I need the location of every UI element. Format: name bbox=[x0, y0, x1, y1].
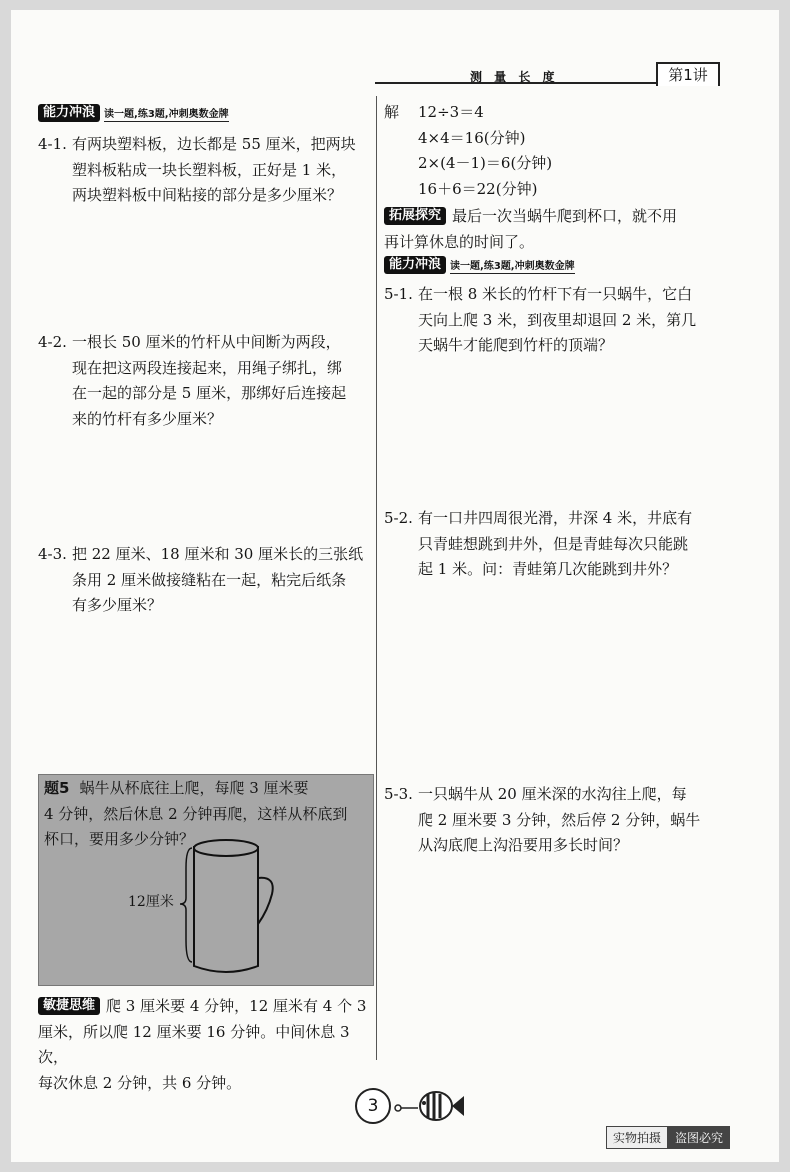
question-4-2 bbox=[72, 330, 346, 432]
right-practice-banner bbox=[384, 256, 575, 274]
question-5-1-number: 5-1. bbox=[384, 285, 413, 303]
stamp-right: 盗图必究 bbox=[668, 1126, 730, 1149]
question-line: 把 22 厘米、18 厘米和 30 厘米长的三张纸 bbox=[72, 545, 364, 563]
lecture-label: 第1讲 bbox=[656, 62, 720, 86]
question-5-2-number: 5-2. bbox=[384, 509, 413, 527]
question-4-2-number: 4-2. bbox=[38, 333, 67, 351]
solution-steps bbox=[418, 100, 552, 202]
question-line: 在一根 8 米长的竹杆下有一只蜗牛，它白 bbox=[418, 285, 693, 303]
question-line: 来的竹杆有多少厘米？ bbox=[72, 409, 223, 428]
question-line: 两块塑料板中间粘接的部分是多少厘米？ bbox=[72, 186, 343, 204]
solution-line: 12÷3＝4 bbox=[418, 103, 484, 121]
header-title: 测 量 长 度 bbox=[470, 70, 559, 84]
explore-tag: 拓展探究 bbox=[384, 207, 446, 225]
question-line: 爬 2 厘米要 3 分钟，然后停 2 分钟，蜗牛 bbox=[418, 810, 701, 829]
question-line: 有多少厘米？ bbox=[72, 596, 163, 614]
question-4-3-number: 4-3. bbox=[38, 545, 67, 563]
question-line: 起 1 米。问：青蛙第几次能跳到井外？ bbox=[418, 560, 678, 578]
think-line: 厘米，所以爬 12 厘米要 16 分钟。中间休息 3 次， bbox=[38, 1022, 350, 1066]
question-4-3 bbox=[72, 542, 363, 619]
question-line: 蜗牛从杯底往上爬，每爬 3 厘米要 bbox=[79, 779, 309, 797]
question-line: 现在把这两段连接起来，用绳子绑扎，绑 bbox=[72, 358, 343, 377]
cup-body bbox=[194, 846, 258, 972]
question-4-1 bbox=[72, 132, 356, 209]
cup-height-label: 12厘米 bbox=[128, 894, 174, 910]
question-line: 天蜗牛才能爬到竹杆的顶端？ bbox=[418, 336, 614, 354]
height-brace bbox=[180, 848, 192, 962]
column-divider bbox=[376, 96, 377, 1060]
question-line: 杯口，要用多少分钟？ bbox=[44, 830, 195, 848]
explore-section bbox=[384, 204, 724, 255]
footer-stamp bbox=[606, 1126, 730, 1149]
solution-line: 2×(4－1)＝6(分钟) bbox=[418, 154, 553, 172]
question-line: 在一起的部分是 5 厘米，那绑好后连接起 bbox=[72, 384, 347, 402]
explore-line: 最后一次当蜗牛爬到杯口，就不用 bbox=[452, 207, 678, 225]
solution-line: 4×4＝16(分钟) bbox=[418, 128, 526, 147]
question-5-3-number: 5-3. bbox=[384, 785, 413, 803]
solution-label: 解 bbox=[384, 103, 400, 121]
left-practice-banner bbox=[38, 104, 229, 122]
think-section bbox=[38, 994, 372, 1096]
question-4-1-number: 4-1. bbox=[38, 135, 67, 153]
think-line: 爬 3 厘米要 4 分钟，12 厘米有 4 个 3 bbox=[106, 997, 367, 1015]
question-5-1 bbox=[418, 282, 696, 359]
banner-tag: 能力冲浪 bbox=[38, 104, 100, 122]
page-number: 3 bbox=[355, 1088, 391, 1124]
question-line: 只青蛙想跳到井外，但是青蛙每次只能跳 bbox=[418, 534, 689, 553]
question-5-2 bbox=[418, 506, 692, 583]
question-line: 天向上爬 3 米，到夜里却退回 2 米，第几 bbox=[418, 310, 697, 329]
question-line: 4 分钟，然后休息 2 分钟再爬，这样从杯底到 bbox=[44, 804, 348, 823]
question-line: 有一口井四周很光滑，井深 4 米，井底有 bbox=[418, 509, 693, 527]
example-5-label: 题5 bbox=[44, 779, 70, 797]
banner-subtitle: 读一题,练3题,冲刺奥数金牌 bbox=[450, 257, 575, 274]
explore-line: 再计算休息的时间了。 bbox=[384, 232, 535, 251]
cup-handle bbox=[258, 878, 273, 924]
question-line: 一根长 50 厘米的竹杆从中间断为两段， bbox=[72, 333, 341, 351]
question-5-3 bbox=[418, 782, 700, 859]
banner-tag: 能力冲浪 bbox=[384, 256, 446, 274]
fish-icon bbox=[390, 1086, 470, 1126]
question-line: 有两块塑料板，边长都是 55 厘米，把两块 bbox=[72, 135, 356, 153]
cup-rim bbox=[194, 840, 258, 856]
banner-subtitle: 读一题,练3题,冲刺奥数金牌 bbox=[104, 105, 229, 122]
stamp-left: 实物拍摄 bbox=[606, 1126, 668, 1149]
solution-line: 16＋6＝22(分钟) bbox=[418, 179, 538, 198]
question-line: 从沟底爬上沟沿要用多长时间？ bbox=[418, 836, 629, 854]
think-line: 每次休息 2 分钟，共 6 分钟。 bbox=[38, 1073, 242, 1092]
question-line: 一只蜗牛从 20 厘米深的水沟往上爬，每 bbox=[418, 785, 687, 803]
think-tag: 敏捷思维 bbox=[38, 997, 100, 1015]
question-line: 塑料板粘成一块长塑料板，正好是 1 米， bbox=[72, 160, 347, 179]
question-line: 条用 2 厘米做接缝粘在一起，粘完后纸条 bbox=[72, 570, 347, 589]
